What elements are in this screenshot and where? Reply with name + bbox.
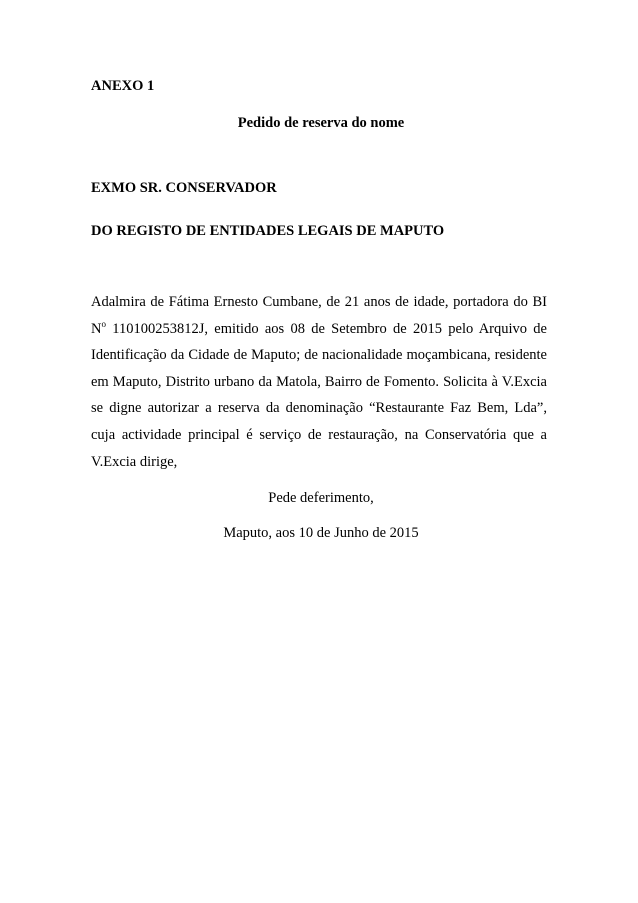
place-and-date: Maputo, aos 10 de Junho de 2015: [223, 525, 419, 541]
request-title: Pedido de reserva do nome: [237, 115, 405, 131]
body-text-part-1: Adalmira de Fátima Ernesto Cumbane, de 21 anos de idade, portadora do BI N: [91, 294, 547, 337]
closing-phrase: Pede deferimento,: [268, 490, 374, 506]
request-body-paragraph: [91, 289, 547, 475]
body-text-part-2: 110100253812J, emitido aos 08 de Setembro de 2015 pelo Arquivo de Identificação da Cidade de Maputo; de nacionalidade moçambicana, residente em Maputo, Distrito urbano da Matola, Bairro de Fomento. Solicita à V.Excia se digne autorizar a reserva da denominação “Restaurante Faz Bem, Lda”, cuja actividade principal é serviço de restauração, na Conservatória que a V.Excia dirige,: [91, 320, 547, 470]
ordinal-indicator: o: [101, 318, 106, 329]
addressee-line-1: EXMO SR. CONSERVADOR: [91, 180, 277, 196]
addressee-line-2: DO REGISTO DE ENTIDADES LEGAIS DE MAPUTO: [91, 223, 445, 239]
annex-label: ANEXO 1: [91, 78, 155, 94]
